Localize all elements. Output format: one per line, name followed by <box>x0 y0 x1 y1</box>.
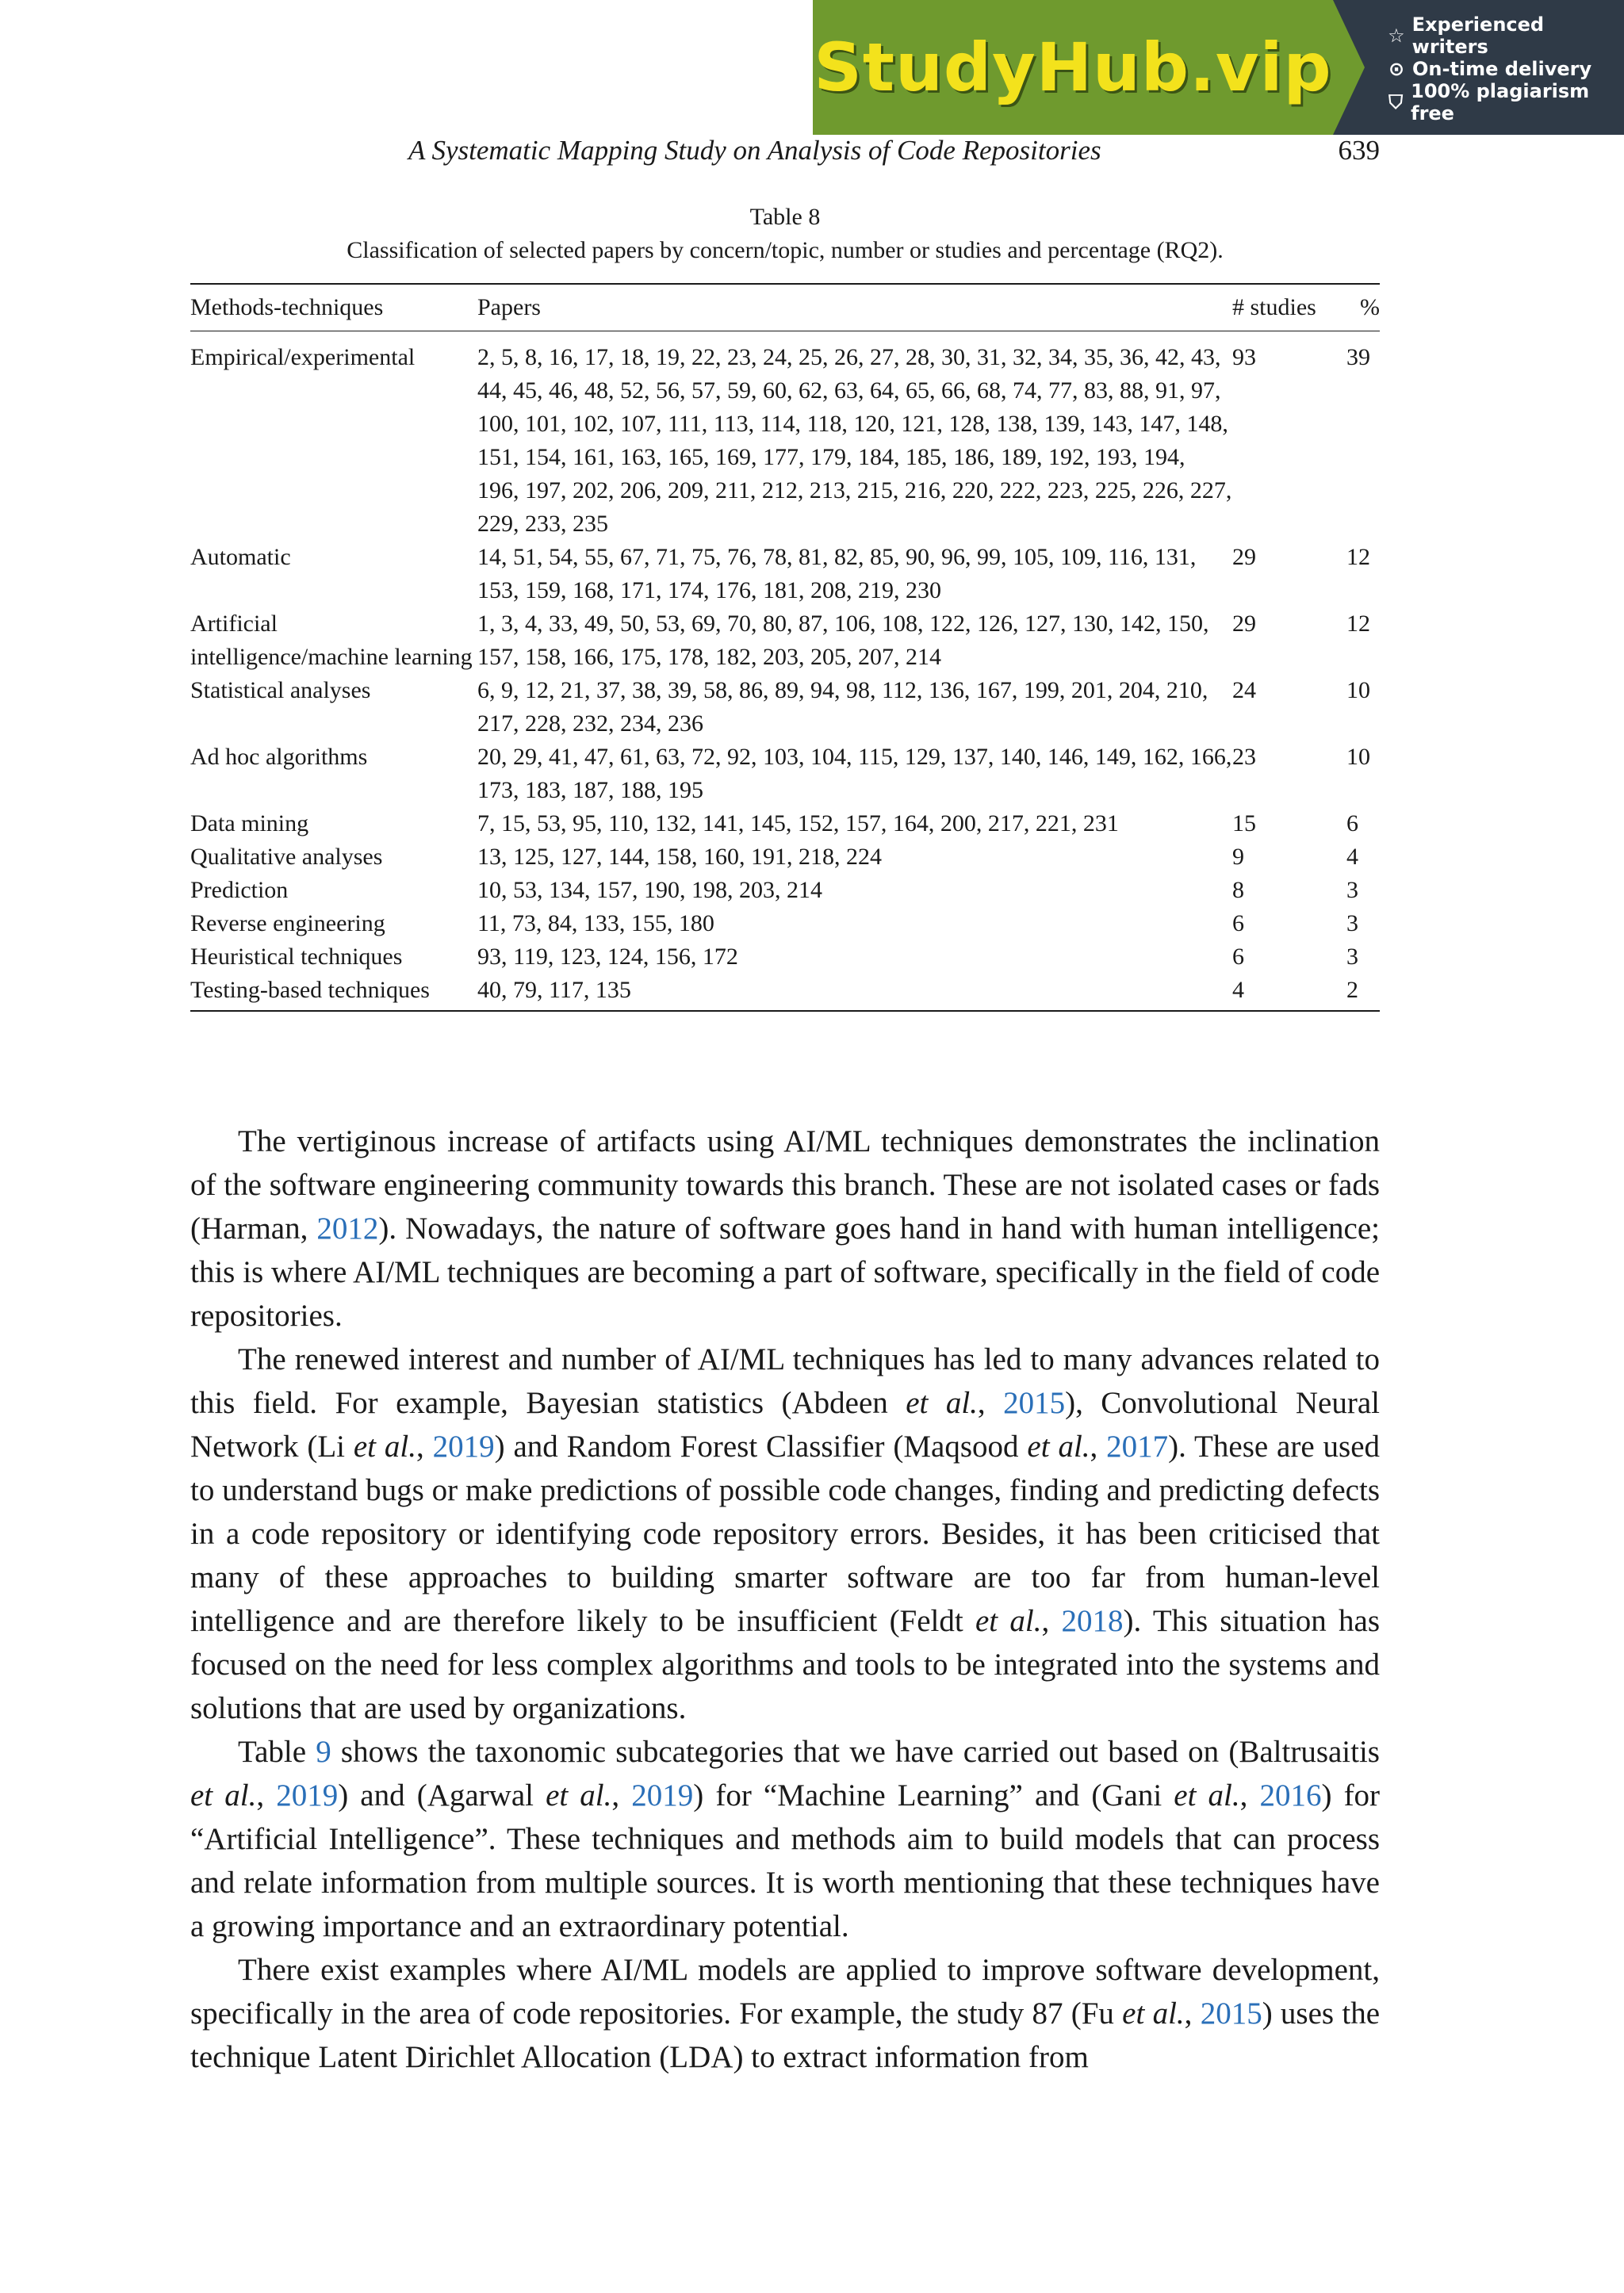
table-row <box>190 807 1380 840</box>
papers-cell: 1, 3, 4, 33, 49, 50, 53, 69, 70, 80, 87, 106, 108, 122, 126, 127, 130, 142, 150, 157, 158, 166, 175, 178, 182, 203, 205, 207, 214 <box>477 611 1209 670</box>
citation-link[interactable]: 2015 <box>1003 1386 1066 1420</box>
classification-table <box>190 283 1380 1012</box>
column-header: Methods-techniques <box>190 294 384 320</box>
percent-cell: 3 <box>1346 910 1358 936</box>
citation-link[interactable]: 2019 <box>276 1778 339 1813</box>
feature-experienced-writers <box>1385 13 1624 58</box>
table-row <box>190 974 1380 1011</box>
studies-cell: 15 <box>1232 810 1256 836</box>
method-cell: Automatic <box>190 544 291 570</box>
feature-plagiarism-free <box>1385 80 1624 124</box>
citation-link[interactable]: 2019 <box>432 1430 495 1464</box>
percent-cell: 3 <box>1346 877 1358 903</box>
table-row <box>190 674 1380 741</box>
studies-cell: 8 <box>1232 877 1244 903</box>
table-label: Table 8 <box>749 204 821 230</box>
studies-cell: 6 <box>1232 944 1244 970</box>
table-caption-text: Classification of selected papers by concern/topic, number or studies and percentage (RQ2). <box>347 237 1224 263</box>
table-ref-link[interactable]: 9 <box>316 1735 331 1769</box>
percent-cell: 3 <box>1346 944 1358 970</box>
paragraph-3: Table 9 shows the taxonomic subcategories that we have carried out based on (Baltrusaitis et al., 2019) and (Agarwal et al., 2019) for “Machine Learning” and (Gani et al., 2016) for “Artificial Intelligence”. These techniques and methods aim to build models that can process and relate information from multiple sources. It is worth mentioning that these techniques have a growing importance and an extraordinary potential. <box>190 1735 1381 1943</box>
method-cell: Artificial intelligence/machine learning <box>190 611 473 670</box>
method-cell: Testing-based techniques <box>190 977 430 1003</box>
percent-cell: 12 <box>1346 544 1370 570</box>
papers-cell: 14, 51, 54, 55, 67, 71, 75, 76, 78, 81, 82, 85, 90, 96, 99, 105, 109, 116, 131, 153, 159, 168, 171, 174, 176, 181, 208, 219, 230 <box>477 544 1197 603</box>
papers-cell: 7, 15, 53, 95, 110, 132, 141, 145, 152, 157, 164, 200, 217, 221, 231 <box>477 810 1119 836</box>
percent-cell: 2 <box>1346 977 1358 1003</box>
table-row <box>190 907 1380 940</box>
papers-cell: 20, 29, 41, 47, 61, 63, 72, 92, 103, 104, 115, 129, 137, 140, 146, 149, 162, 166, 173, 183, 187, 188, 195 <box>477 744 1232 803</box>
method-cell: Data mining <box>190 810 309 836</box>
shield-check-icon: ⛉ <box>1388 91 1404 113</box>
table-row <box>190 940 1380 974</box>
column-header: % <box>1360 294 1380 320</box>
feature-label: On-time delivery <box>1412 58 1592 80</box>
column-header: # studies <box>1232 294 1316 320</box>
citation-link[interactable]: 2018 <box>1061 1604 1124 1638</box>
column-header: Papers <box>477 294 541 320</box>
table-row <box>190 741 1380 807</box>
citation-link[interactable]: 2016 <box>1259 1778 1322 1813</box>
studies-cell: 9 <box>1232 844 1244 870</box>
table-row <box>190 840 1380 874</box>
method-cell: Ad hoc algorithms <box>190 744 368 770</box>
papers-cell: 40, 79, 117, 135 <box>477 977 631 1003</box>
citation-link[interactable]: 2012 <box>316 1212 379 1246</box>
clock-icon: ⊙ <box>1388 58 1405 80</box>
table-row <box>190 541 1380 607</box>
star-icon: ☆ <box>1388 25 1405 47</box>
method-cell: Heuristical techniques <box>190 944 403 970</box>
paragraph-4: There exist examples where AI/ML models are applied to improve software development, specifically in the area of code repositories. For example, the study 87 (Fu et al., 2015) uses the technique Latent Dirichlet Allocation (LDA) to extract information from <box>190 1953 1380 2074</box>
running-header <box>190 135 1380 174</box>
percent-cell: 4 <box>1346 844 1358 870</box>
brand-name: StudyHub.vip <box>814 29 1332 106</box>
method-cell: Reverse engineering <box>190 910 385 936</box>
studies-cell: 6 <box>1232 910 1244 936</box>
papers-cell: 6, 9, 12, 21, 37, 38, 39, 58, 86, 89, 94, 98, 112, 136, 167, 199, 201, 204, 210, 217, 228, 232, 234, 236 <box>477 677 1208 737</box>
running-title: A Systematic Mapping Study on Analysis of Code Repositories <box>408 135 1101 166</box>
papers-cell: 11, 73, 84, 133, 155, 180 <box>477 910 714 936</box>
citation-link[interactable]: 2017 <box>1106 1430 1169 1464</box>
papers-cell: 10, 53, 134, 157, 190, 198, 203, 214 <box>477 877 822 903</box>
body-text <box>190 1120 1380 2079</box>
table-row <box>190 874 1380 907</box>
paragraph-2: The renewed interest and number of AI/ML techniques has led to many advances related to this field. For example, Bayesian statistics (Abdeen et al., 2015), Convolutional Neural Network (Li et al., 2019) and Random Forest Classifier (Maqsood et al., 2017). These are used to understand bugs or make predictions of possible code changes, finding and predicting defects in a code repository or identifying code repository errors. Besides, it has been criticised that many of these approaches to building smarter software are too far from human-level intelligence and are therefore likely to be insufficient (Feldt et al., 2018). This situation has focused on the need for less complex algorithms and tools to be integrated into the systems and solutions that are used by organizations. <box>190 1342 1381 1725</box>
banner-features <box>1333 0 1624 135</box>
citation-link[interactable]: 2015 <box>1200 1996 1262 2031</box>
studies-cell: 93 <box>1232 344 1256 370</box>
studies-cell: 23 <box>1232 744 1256 770</box>
studies-cell: 29 <box>1232 611 1256 637</box>
table-row <box>190 331 1380 542</box>
table-caption <box>190 201 1380 267</box>
citation-link[interactable]: 2019 <box>631 1778 694 1813</box>
method-cell: Qualitative analyses <box>190 844 383 870</box>
papers-cell: 2, 5, 8, 16, 17, 18, 19, 22, 23, 24, 25, 26, 27, 28, 30, 31, 32, 34, 35, 36, 42, 43, 44, 45, 46, 48, 52, 56, 57, 59, 60, 62, 63, 64, 65, 66, 68, 74, 77, 83, 88, 91, 97, 100, 101, 102, 107, 111, 113, 114, 118, 120, 121, 128, 138, 139, 143, 147, 148, 151, 154, 161, 163, 165, 169, 177, 179, 184, 185, 186, 189, 192, 193, 194, 196, 197, 202, 206, 209, 211, 212, 213, 215, 216, 220, 222, 223, 225, 226, 227, 229, 233, 235 <box>477 344 1232 537</box>
studies-cell: 4 <box>1232 977 1244 1003</box>
studies-cell: 29 <box>1232 544 1256 570</box>
papers-cell: 93, 119, 123, 124, 156, 172 <box>477 944 738 970</box>
table-header-row <box>190 284 1380 331</box>
page-number: 639 <box>1338 135 1380 166</box>
studies-cell: 24 <box>1232 677 1256 703</box>
percent-cell: 39 <box>1346 344 1370 370</box>
method-cell: Statistical analyses <box>190 677 371 703</box>
method-cell: Empirical/experimental <box>190 344 416 370</box>
percent-cell: 10 <box>1346 744 1370 770</box>
papers-cell: 13, 125, 127, 144, 158, 160, 191, 218, 224 <box>477 844 882 870</box>
method-cell: Prediction <box>190 877 289 903</box>
table-row <box>190 607 1380 674</box>
ad-banner[interactable] <box>813 0 1624 135</box>
brand-logo[interactable] <box>813 0 1333 135</box>
paragraph-1: The vertiginous increase of artifacts using AI/ML techniques demonstrates the inclination of the software engineering community towards this branch. These are not isolated cases or fads (Harman, 2012). Nowadays, the nature of software goes hand in hand with human intelligence; this is where AI/ML techniques are becoming a part of software, specifically in the field of code repositories. <box>190 1124 1380 1333</box>
percent-cell: 6 <box>1346 810 1358 836</box>
percent-cell: 12 <box>1346 611 1370 637</box>
percent-cell: 10 <box>1346 677 1370 703</box>
feature-label: Experienced writers <box>1411 13 1545 58</box>
feature-label: 100% plagiarism free <box>1411 80 1590 124</box>
